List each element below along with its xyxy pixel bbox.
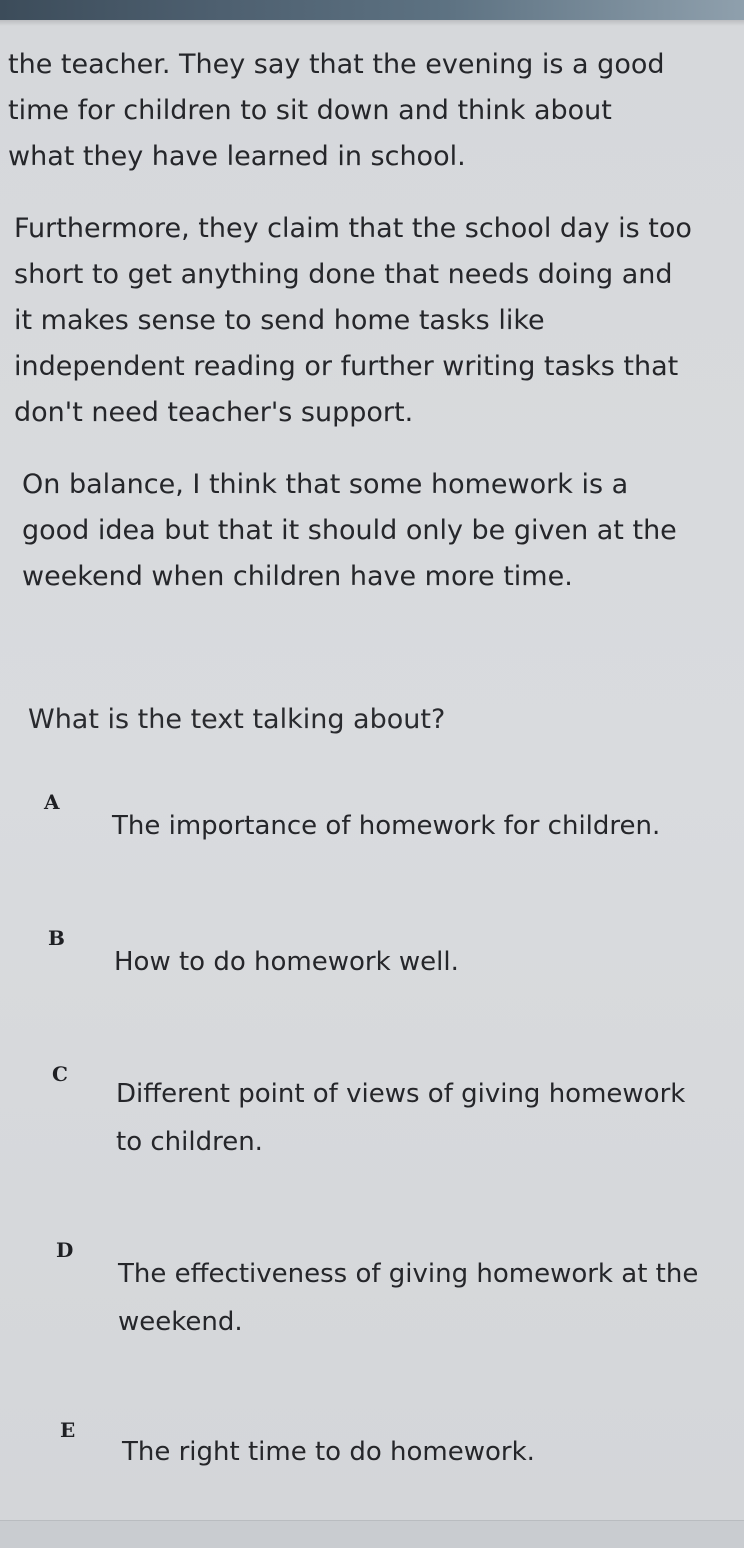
top-window-strip bbox=[0, 0, 744, 20]
passage-paragraph-2 bbox=[14, 206, 692, 436]
top-shadow bbox=[0, 20, 744, 26]
option-c-letter[interactable]: C bbox=[52, 1062, 68, 1086]
passage-line: the teacher. They say that the evening is a good bbox=[8, 49, 665, 80]
option-e-letter[interactable]: E bbox=[60, 1418, 76, 1442]
passage-line: what they have learned in school. bbox=[8, 141, 466, 172]
passage-line: weekend when children have more time. bbox=[22, 561, 573, 592]
passage-line: time for children to sit down and think about bbox=[8, 95, 612, 126]
passage-paragraph-1 bbox=[8, 42, 665, 180]
passage-line: good idea but that it should only be given at the bbox=[22, 515, 677, 546]
option-b-letter[interactable]: B bbox=[48, 926, 65, 950]
option-c-text[interactable] bbox=[116, 1070, 685, 1166]
option-line: The effectiveness of giving homework at the bbox=[118, 1259, 699, 1289]
option-a-letter[interactable]: A bbox=[44, 790, 60, 814]
option-d-text[interactable] bbox=[118, 1250, 698, 1346]
passage-line: On balance, I think that some homework is a bbox=[22, 469, 629, 500]
option-d-letter[interactable]: D bbox=[56, 1238, 74, 1262]
option-line: The right time to do homework. bbox=[122, 1437, 535, 1467]
passage-line: don't need teacher's support. bbox=[14, 397, 414, 428]
passage-line: short to get anything done that needs doing and bbox=[14, 259, 673, 290]
option-b-text[interactable] bbox=[114, 938, 459, 986]
option-a-text[interactable] bbox=[112, 802, 660, 850]
option-line: The importance of homework for children. bbox=[112, 811, 661, 841]
passage-line: Furthermore, they claim that the school day is too bbox=[14, 213, 692, 244]
question-text: What is the text talking about? bbox=[28, 704, 446, 735]
bottom-edge bbox=[0, 1520, 744, 1548]
option-e-text[interactable] bbox=[122, 1428, 535, 1476]
option-line: to children. bbox=[116, 1127, 263, 1157]
option-line: How to do homework well. bbox=[114, 947, 459, 977]
passage-line: independent reading or further writing tasks that bbox=[14, 351, 679, 382]
passage-paragraph-3 bbox=[22, 462, 677, 600]
option-line: weekend. bbox=[118, 1307, 243, 1337]
option-line: Different point of views of giving homework bbox=[116, 1079, 686, 1109]
passage-line: it makes sense to send home tasks like bbox=[14, 305, 545, 336]
